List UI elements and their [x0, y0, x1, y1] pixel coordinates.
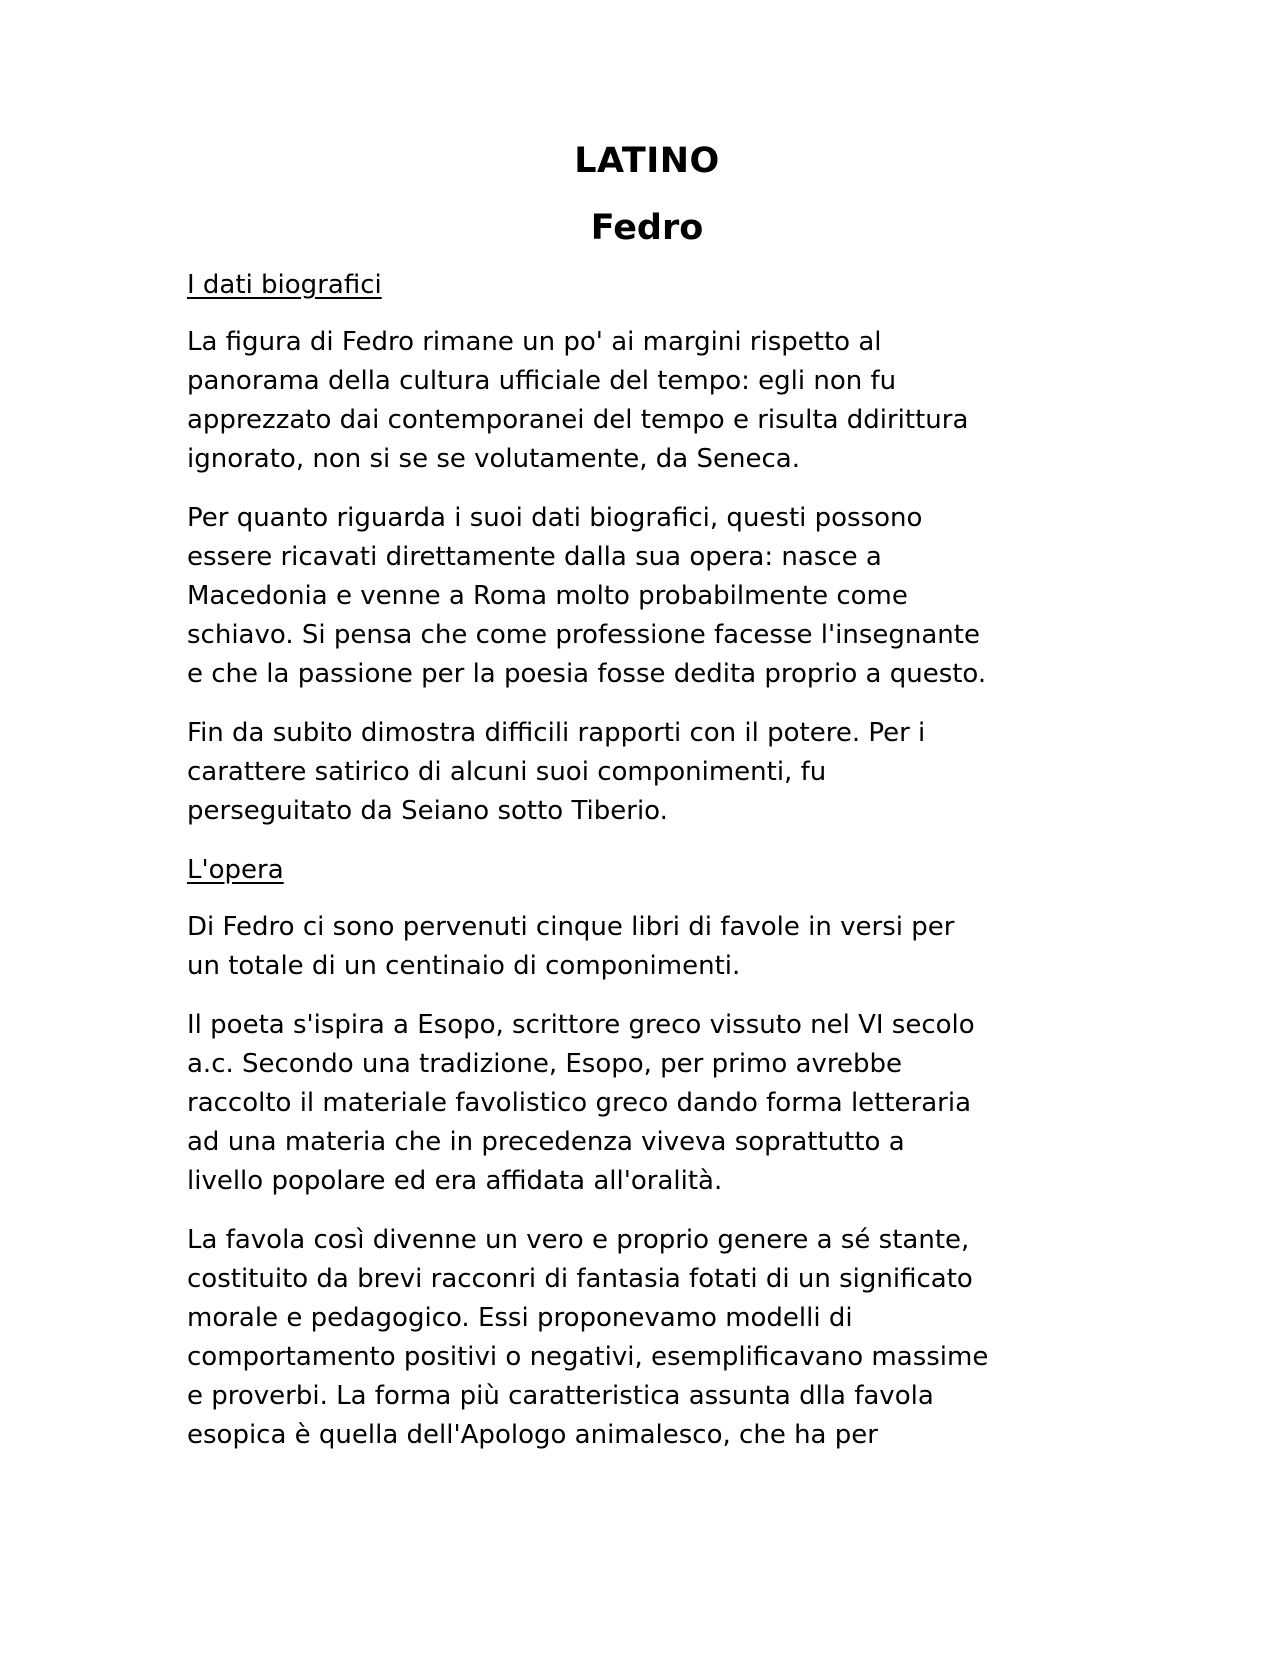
- paragraph: La favola così divenne un vero e proprio genere a sé stante, costituito da brevi racconri di fantasia fotati di un significato morale e pedagogico. Essi proponevamo modelli di comportamento positivi o negativi, esemplificavano massime e proverbi. La forma più caratteristica assunta dlla favola esopica è quella dell'Apologo animalesco, che ha per: [187, 1225, 989, 1450]
- document-body: [187, 140, 1107, 1475]
- document-subtitle: Fedro: [590, 208, 704, 248]
- section-heading-opera: L'opera: [187, 855, 284, 885]
- paragraph: Per quanto riguarda i suoi dati biografici, questi possono essere ricavati direttamente dalla sua opera: nasce a Macedonia e venne a Roma molto probabilmente come schiavo. Si pensa che come professione facesse l'insegnante e che la passione per la poesia fosse dedita proprio a questo.: [187, 503, 987, 689]
- document-title: LATINO: [574, 141, 720, 181]
- paragraph: La figura di Fedro rimane un po' ai margini rispetto al panorama della cultura ufficiale del tempo: egli non fu apprezzato dai contemporanei del tempo e risulta ddirittura ignorato, non si se se volutamente, da Seneca.: [187, 327, 969, 474]
- paragraph: Di Fedro ci sono pervenuti cinque libri di favole in versi per un totale di un centinaio di componimenti.: [187, 912, 955, 981]
- paragraph: Fin da subito dimostra difficili rapporti con il potere. Per i carattere satirico di alcuni suoi componimenti, fu perseguitato da Seiano sotto Tiberio.: [187, 718, 926, 826]
- section-heading-biografia: I dati biografici: [187, 270, 382, 300]
- paragraph: Il poeta s'ispira a Esopo, scrittore greco vissuto nel VI secolo a.c. Secondo una tradizione, Esopo, per primo avrebbe raccolto il materiale favolistico greco dando forma letteraria ad una materia che in precedenza viveva soprattutto a livello popolare ed era affidata all'oralità.: [187, 1010, 975, 1196]
